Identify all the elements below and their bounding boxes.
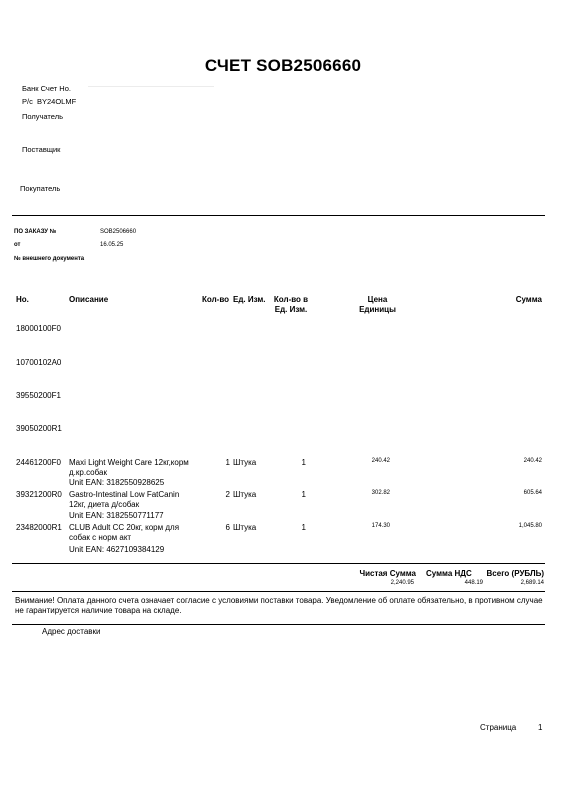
item-qty: 1 [225, 458, 230, 467]
item-unit: Штука [233, 523, 257, 532]
order-no-value: SOB2506660 [100, 229, 137, 235]
item-desc: Maxi Light Weight Care 12кг,корм д.кр.собак [69, 458, 189, 477]
payment-notice: Внимание! Оплата данного счета означает согласие с условиями поставки товара. Уведомление об оплате обязательно, в противном случае не гарантируется наличие товара на складе. [15, 596, 543, 615]
item-ean: Unit EAN: 3182550771177 [69, 511, 164, 520]
item-price: 240.42 [371, 458, 390, 464]
vat-total-value: 448.19 [464, 580, 483, 586]
item-no: 39321200R0 [16, 490, 62, 499]
group-row: 10700102A0 [16, 358, 62, 367]
col-header-qty: Кол-во [202, 295, 230, 304]
group-row: 39550200F1 [16, 391, 61, 400]
supplier-label: Поставщик [22, 145, 61, 154]
col-header-desc: Описание [69, 295, 109, 304]
col-header-qty-per: Кол-во в Ед. Изм. [273, 295, 309, 314]
item-qty-per: 1 [301, 490, 306, 499]
item-no: 23482000R1 [16, 523, 62, 532]
item-unit: Штука [233, 490, 257, 499]
net-total-label: Чистая Сумма [359, 569, 416, 578]
order-date-value: 16.05.25 [100, 242, 124, 248]
item-price: 302.82 [371, 490, 390, 496]
group-row: 39050200R1 [16, 424, 62, 433]
item-sum: 240.42 [523, 458, 542, 464]
item-desc: CLUB Adult CC 20кг, корм для собак с норм акт [69, 523, 180, 542]
grand-total-label: Всего (РУБЛЬ) [486, 569, 544, 578]
header-divider [12, 215, 545, 216]
item-no: 24461200F0 [16, 458, 61, 467]
notice-divider-top [12, 591, 545, 592]
invoice-title: СЧЕТ SOB2506660 [204, 56, 362, 75]
account-label: Р/с [22, 97, 33, 106]
col-header-unit: Ед. Изм. [233, 295, 266, 304]
group-row: 18000100F0 [16, 324, 61, 333]
page-number: 1 [538, 723, 543, 732]
item-qty: 2 [225, 490, 230, 499]
buyer-label: Покупатель [20, 184, 61, 193]
recipient-label: Получатель [22, 112, 63, 121]
col-header-no: Но. [16, 295, 29, 304]
net-total-value: 2,240.95 [390, 580, 414, 586]
item-desc: Gastro-Intestinal Low FatCanin 12кг, диета д/собак [69, 490, 180, 509]
item-sum: 605.64 [523, 490, 542, 496]
bank-account-label: Банк Счет Но. [22, 84, 71, 93]
grand-total-value: 2,689.14 [520, 580, 544, 586]
col-header-price: Цена Единицы [359, 295, 396, 314]
page-label: Страница [480, 723, 517, 732]
item-qty-per: 1 [301, 523, 306, 532]
notice-divider-bottom [12, 624, 545, 625]
item-qty: 6 [225, 523, 230, 532]
delivery-address-label: Адрес доставки [42, 627, 101, 636]
totals-divider [12, 563, 545, 564]
item-sum: 1,045.80 [518, 523, 542, 529]
vat-total-label: Сумма НДС [426, 569, 472, 578]
account-value: BY24OLMF [37, 97, 77, 106]
item-qty-per: 1 [301, 458, 306, 467]
item-ean: Unit EAN: 4627109384129 [69, 545, 165, 554]
col-header-sum: Сумма [515, 295, 542, 304]
item-price: 174.30 [371, 523, 390, 529]
item-unit: Штука [233, 458, 257, 467]
order-no-label: ПО ЗАКАЗУ № [14, 229, 57, 235]
ext-doc-label: № внешнего документа [14, 256, 85, 262]
order-date-label: от [14, 242, 21, 248]
redaction-bar [88, 86, 214, 87]
item-ean: Unit EAN: 3182550928625 [69, 478, 165, 487]
